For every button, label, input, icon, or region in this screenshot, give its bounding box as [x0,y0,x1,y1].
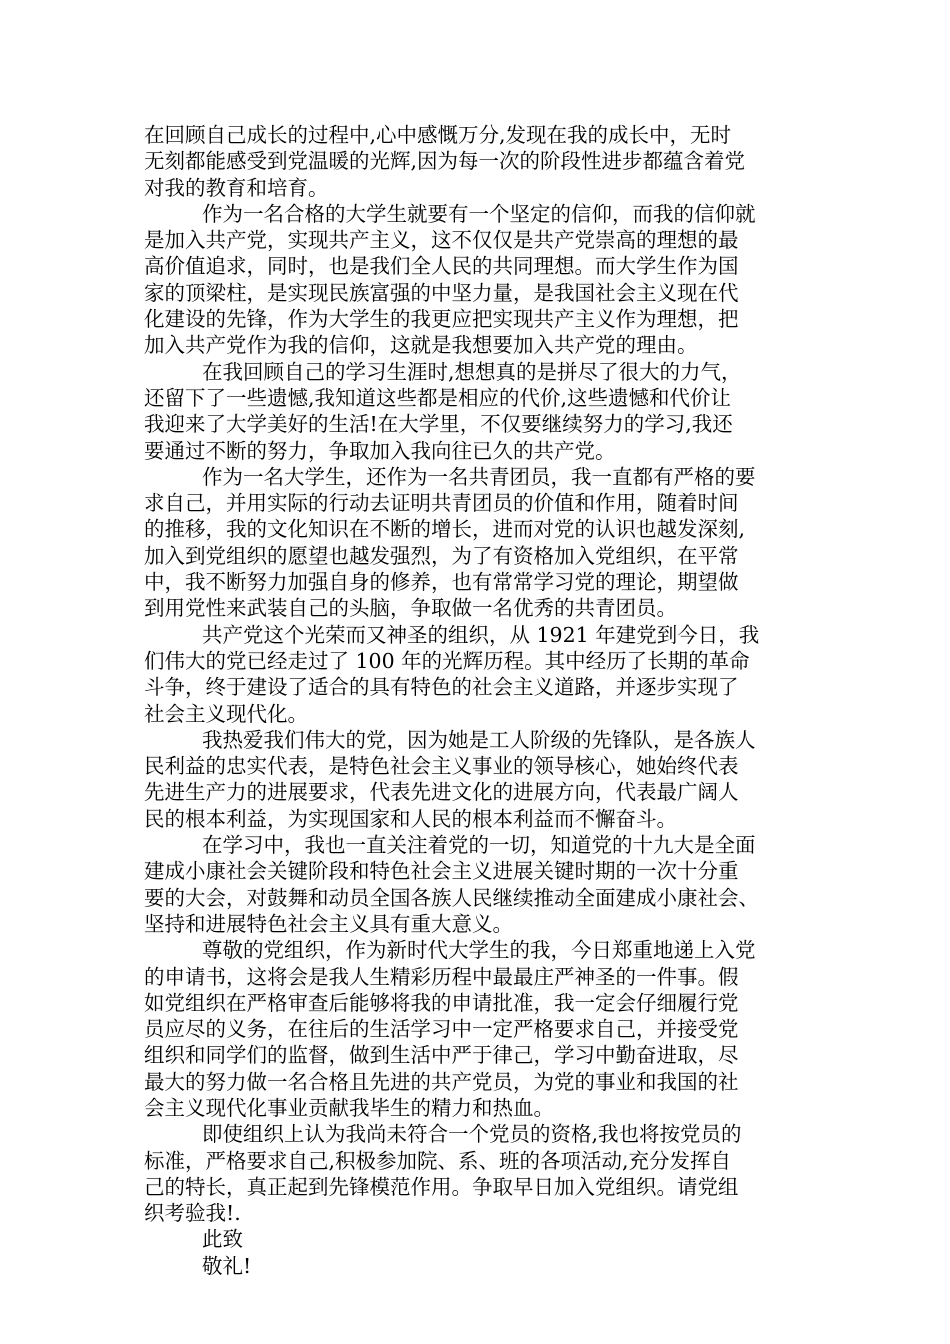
text-line: 高价值追求，同时，也是我们全人民的共同理想。而大学生作为国 [144,254,739,279]
text-line: 们伟大的党已经走过了 100 年的光辉历程。其中经历了长期的革命 [144,648,750,673]
text-line: 还留下了一些遗憾,我知道这些都是相应的代价,这些遗憾和代价让 [144,385,732,410]
text-line: 在我回顾自己的学习生涯时,想想真的是拼尽了很大的力气， [202,359,742,384]
text-line: 标准，严格要求自己,积极参加院、系、班的各项活动,充分发挥自 [144,1148,732,1173]
text-line: 尊敬的党组织，作为新时代大学生的我，今日郑重地递上入党 [202,938,756,963]
text-line: 敬礼! [202,1253,252,1278]
text-line: 织考验我!. [144,1201,241,1226]
text-line: 要的大会，对鼓舞和动员全国各族人民继续推动全面建成小康社会、 [144,885,759,910]
text-line: 建成小康社会关键阶段和特色社会主义进展关键时期的一次十分重 [144,859,739,884]
text-line: 斗争，终于建设了适合的具有特色的社会主义道路，并逐步实现了 [144,675,739,700]
text-line: 对我的教育和培育。 [144,175,329,200]
text-line: 民利益的忠实代表，是特色社会主义事业的领导核心，她始终代表 [144,754,739,779]
text-line: 坚持和进展特色社会主义具有重大意义。 [144,911,513,936]
text-line: 是加入共产党，实现共产主义，这不仅仅是共产党崇高的理想的最 [144,228,739,253]
text-line: 化建设的先锋，作为大学生的我更应把实现共产主义作为理想，把 [144,307,739,332]
text-line: 先进生产力的进展要求，代表先进文化的进展方向，代表最广阔人 [144,780,739,805]
text-line: 民的根本利益，为实现国家和人民的根本利益而不懈奋斗。 [144,806,677,831]
text-line: 家的顶梁柱，是实现民族富强的中坚力量，是我国社会主义现在代 [144,280,739,305]
text-line: 在回顾自己成长的过程中,心中感慨万分,发现在我的成长中，无时 [144,123,732,147]
text-line: 中，我不断努力加强自身的修养，也有常常学习党的理论，期望做 [144,570,739,595]
text-line: 到用党性来武装自己的头脑，争取做一名优秀的共青团员。 [144,596,677,621]
text-line: 即使组织上认为我尚未符合一个党员的资格,我也将按党员的 [202,1122,742,1147]
text-line: 的推移，我的文化知识在不断的增长，进而对党的认识也越发深刻, [144,517,746,542]
text-line: 社会主义现代化。 [144,701,308,726]
text-line: 己的特长，真正起到先锋模范作用。争取早日加入党组织。请党组 [144,1174,739,1199]
text-line: 求自己，并用实际的行动去证明共青团员的价值和作用，随着时间 [144,491,739,516]
text-line: 无刻都能感受到党温暖的光辉,因为每一次的阶段性进步都蕴含着党 [144,149,746,174]
text-line: 最大的努力做一名合格且先进的共产党员，为党的事业和我国的社 [144,1069,739,1094]
text-line: 此致 [202,1227,243,1252]
text-line: 要通过不断的努力，争取加入我向往已久的共产党。 [144,438,616,463]
text-line: 作为一名合格的大学生就要有一个坚定的信仰，而我的信仰就 [202,201,756,226]
text-line: 的申请书，这将会是我人生精彩历程中最最庄严神圣的一件事。假 [144,964,739,989]
text-line: 会主义现代化事业贡献我毕生的精力和热血。 [144,1095,554,1120]
text-line: 组织和同学们的监督，做到生活中严于律己，学习中勤奋进取，尽 [144,1043,739,1068]
text-line: 作为一名大学生，还作为一名共青团员，我一直都有严格的要 [202,464,756,489]
text-line: 如党组织在严格审查后能够将我的申请批准，我一定会仔细履行党 [144,990,739,1015]
text-line: 加入共产党作为我的信仰，这就是我想要加入共产党的理由。 [144,333,698,358]
text-line: 共产党这个光荣而又神圣的组织，从 1921 年建党到今日，我 [202,622,760,647]
text-line: 我迎来了大学美好的生活!在大学里，不仅要继续努力的学习,我还 [144,412,733,437]
text-line: 加入到党组织的愿望也越发强烈，为了有资格加入党组织，在平常 [144,543,739,568]
text-line: 在学习中，我也一直关注着党的一切，知道党的十九大是全面 [202,833,756,858]
document-body [144,122,806,1279]
text-line: 我热爱我们伟大的党，因为她是工人阶级的先锋队，是各族人 [202,727,756,752]
text-line: 员应尽的义务，在往后的生活学习中一定严格要求自己，并接受党 [144,1017,739,1042]
